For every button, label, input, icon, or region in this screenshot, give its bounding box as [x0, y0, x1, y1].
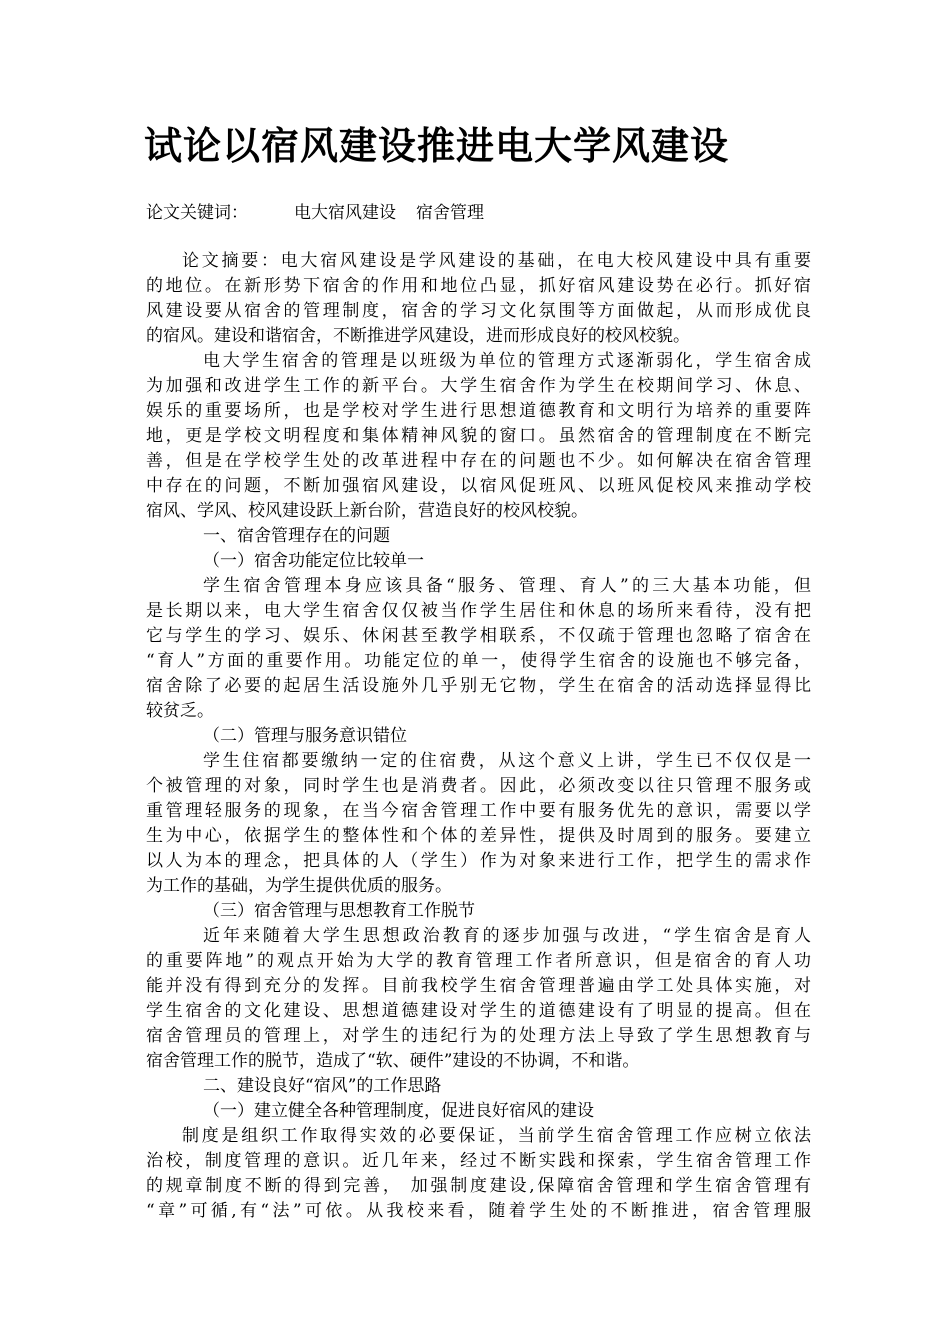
text-line: 重管理轻服务的现象，在当今宿舍管理工作中要有服务优先的意识，需要以学	[146, 801, 811, 821]
text-line: 电大学生宿舍的管理是以班级为单位的管理方式逐渐弱化，学生宿舍成	[203, 351, 811, 371]
text-line: （三）宿舍管理与思想教育工作脱节	[203, 901, 475, 921]
text-line: 学生住宿都要缴纳一定的住宿费，从这个意义上讲，学生已不仅仅是一	[203, 751, 811, 771]
text-line: 生为中心，依据学生的整体性和个体的差异性，提供及时周到的服务。要建立	[146, 826, 811, 846]
text-line: 善，但是在学校学生处的改革进程中存在的问题也不少。如何解决在宿舍管理	[146, 451, 811, 471]
text-line: 能并没有得到充分的发挥。目前我校学生宿舍管理普遍由学工处具体实施，对	[146, 976, 811, 996]
text-line: 地，更是学校文明程度和集体精神风貌的窗口。虽然宿舍的管理制度在不断完	[146, 426, 811, 446]
keyword-item: 电大宿风建设	[294, 203, 396, 223]
text-line: （一）建立健全各种管理制度，促进良好宿风的建设	[203, 1101, 594, 1121]
text-line: “章”可循,有“法”可依。从我校来看，随着学生处的不断推进，宿舍管理服	[146, 1201, 811, 1221]
text-line: 宿舍管理工作的脱节，造成了“软、硬件”建设的不协调，不和谐。	[146, 1051, 640, 1071]
keyword-item: 宿舍管理	[416, 203, 484, 223]
text-line: 为工作的基础，为学生提供优质的服务。	[146, 876, 452, 896]
text-line: 学生宿舍的文化建设、思想道德建设对学生的道德建设有了明显的提高。但在	[146, 1001, 811, 1021]
text-line: 宿舍除了必要的起居生活设施外几乎别无它物，学生在宿舍的活动选择显得比	[146, 676, 811, 696]
text-line: 个被管理的对象，同时学生也是消费者。因此，必须改变以往只管理不服务或	[146, 776, 811, 796]
text-line: 中存在的问题，不断加强宿风建设，以宿风促班风、以班风促校风来推动学校	[146, 476, 811, 496]
text-line: 近年来随着大学生思想政治教育的逐步加强与改进，“学生宿舍是育人	[203, 926, 811, 946]
text-line: 宿舍管理员的管理上，对学生的违纪行为的处理方法上导致了学生思想教育与	[146, 1026, 811, 1046]
text-line: 学生宿舍管理本身应该具备“服务、管理、育人”的三大基本功能，但	[203, 576, 811, 596]
text-line: （二）管理与服务意识错位	[203, 726, 407, 746]
text-line: 是长期以来，电大学生宿舍仅仅被当作学生居住和休息的场所来看待，没有把	[146, 601, 811, 621]
text-line: 以人为本的理念，把具体的人（学生）作为对象来进行工作，把学生的需求作	[146, 851, 811, 871]
text-line: 制度是组织工作取得实效的必要保证，当前学生宿舍管理工作应树立依法	[182, 1126, 811, 1146]
text-line: “育人”方面的重要作用。功能定位的单一，使得学生宿舍的设施也不够完备，	[146, 651, 811, 671]
text-line: 它与学生的学习、娱乐、休闲甚至教学相联系，不仅疏于管理也忽略了宿舍在	[146, 626, 811, 646]
text-line: 娱乐的重要场所，也是学校对学生进行思想道德教育和文明行为培养的重要阵	[146, 401, 811, 421]
keywords-line	[146, 201, 484, 225]
text-line: 宿风、学风、校风建设跃上新台阶，营造良好的校风校貌。	[146, 501, 588, 521]
text-line: 论文摘要：电大宿风建设是学风建设的基础，在电大校风建设中具有重要	[182, 251, 811, 271]
text-line: 较贫乏。	[146, 701, 214, 721]
text-line: 的重要阵地”的观点开始为大学的教育管理工作者所意识，但是宿舍的育人功	[146, 951, 811, 971]
text-line: （一）宿舍功能定位比较单一	[203, 551, 424, 571]
text-line: 的宿风。建设和谐宿舍，不断推进学风建设，进而形成良好的校风校貌。	[146, 326, 690, 346]
page-title: 试论以宿风建设推进电大学风建设	[144, 124, 730, 168]
text-line: 为加强和改进学生工作的新平台。大学生宿舍作为学生在校期间学习、休息、	[146, 376, 811, 396]
text-line: 二、建设良好“宿风”的工作思路	[203, 1076, 442, 1096]
article-body	[146, 249, 811, 1224]
text-line: 的规章制度不断的得到完善， 加强制度建设,保障宿舍管理和学生宿舍管理有	[146, 1176, 811, 1196]
text-line: 风建设要从宿舍的管理制度，宿舍的学习文化氛围等方面做起，从而形成优良	[146, 301, 811, 321]
text-line: 一、宿舍管理存在的问题	[203, 526, 390, 546]
text-line: 治校，制度管理的意识。近几年来，经过不断实践和探索，学生宿舍管理工作	[146, 1151, 811, 1171]
keywords-label: 论文关键词：	[146, 203, 248, 223]
text-line: 的地位。在新形势下宿舍的作用和地位凸显，抓好宿风建设势在必行。抓好宿	[146, 276, 811, 296]
